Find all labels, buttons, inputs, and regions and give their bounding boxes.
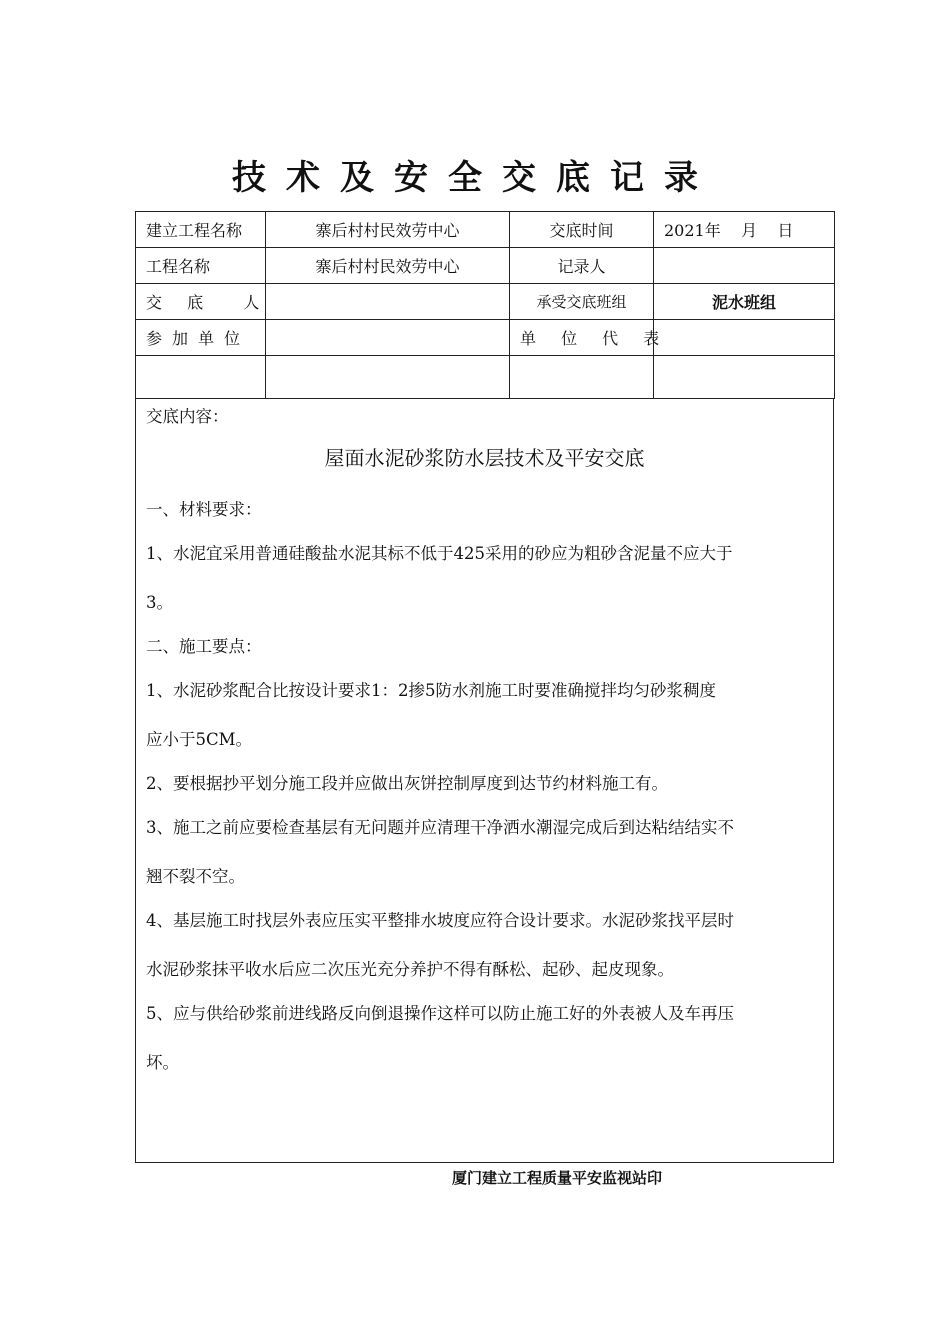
unit-representative-label: 单 位 代 表 [510, 320, 654, 356]
briefer-value [266, 284, 510, 320]
recorder-label: 记录人 [510, 248, 654, 284]
empty-cell [654, 356, 835, 399]
recorder-value [654, 248, 835, 284]
table-row [136, 284, 835, 320]
content-line: 4、基层施工时找层外表应压实平整排水坡度应符合设计要求。水泥砂浆找平层时 [146, 911, 734, 930]
content-line: 翘不裂不空。 [146, 867, 245, 886]
project-name-value: 寨后村村民效劳中心 [266, 212, 510, 248]
participating-unit-label: 参加单位 [136, 320, 266, 356]
content-line: 水泥砂浆抹平收水后应二次压光充分养护不得有酥松、起砂、起皮现象。 [146, 960, 674, 979]
receiving-team-value: 泥水班组 [654, 284, 835, 320]
briefing-time-label: 交底时间 [510, 212, 654, 248]
document-title: 技术及安全交底记录 [232, 158, 718, 198]
empty-cell [136, 356, 266, 399]
receiving-team-label: 承受交底班组 [510, 284, 654, 320]
content-line: 一、材料要求： [146, 500, 262, 519]
empty-cell [510, 356, 654, 399]
empty-cell [266, 356, 510, 399]
briefing-content [135, 399, 834, 1163]
unit-representative-value [654, 320, 835, 356]
content-line: 1、水泥砂浆配合比按设计要求1：2掺5防水剂施工时要准确搅拌均匀砂浆稠度 [146, 681, 716, 700]
table-row [136, 356, 835, 399]
work-name-value: 寨后村村民效劳中心 [266, 248, 510, 284]
content-line: 2、要根据抄平划分施工段并应做出灰饼控制厚度到达节约材料施工有。 [146, 774, 668, 793]
table-row [136, 212, 835, 248]
work-name-label: 工程名称 [136, 248, 266, 284]
issuer-footer: 厦门建立工程质量平安监视站印 [452, 1169, 663, 1187]
content-heading: 交底内容： [146, 407, 229, 426]
content-line: 坏。 [146, 1053, 179, 1072]
content-line: 二、施工要点： [146, 637, 262, 656]
content-subtitle: 屋面水泥砂浆防水层技术及平安交底 [324, 446, 645, 470]
project-name-label: 建立工程名称 [136, 212, 266, 248]
info-table [135, 211, 835, 399]
content-line: 5、应与供给砂浆前进线路反向倒退操作这样可以防止施工好的外表被人及车再压 [146, 1004, 734, 1023]
briefer-label: 交 底 人 [136, 284, 266, 320]
participating-unit-value [266, 320, 510, 356]
briefing-time-value: 2021年 月 日 [654, 212, 835, 248]
content-line: 3。 [146, 593, 173, 612]
table-row [136, 320, 835, 356]
table-row [136, 248, 835, 284]
content-line: 应小于5CM。 [146, 730, 253, 749]
content-line: 3、施工之前应要检查基层有无问题并应清理干净洒水潮湿完成后到达粘结结实不 [146, 818, 734, 837]
content-line: 1、水泥宜采用普通硅酸盐水泥其标不低于425采用的砂应为粗砂含泥量不应大于 [146, 544, 733, 563]
